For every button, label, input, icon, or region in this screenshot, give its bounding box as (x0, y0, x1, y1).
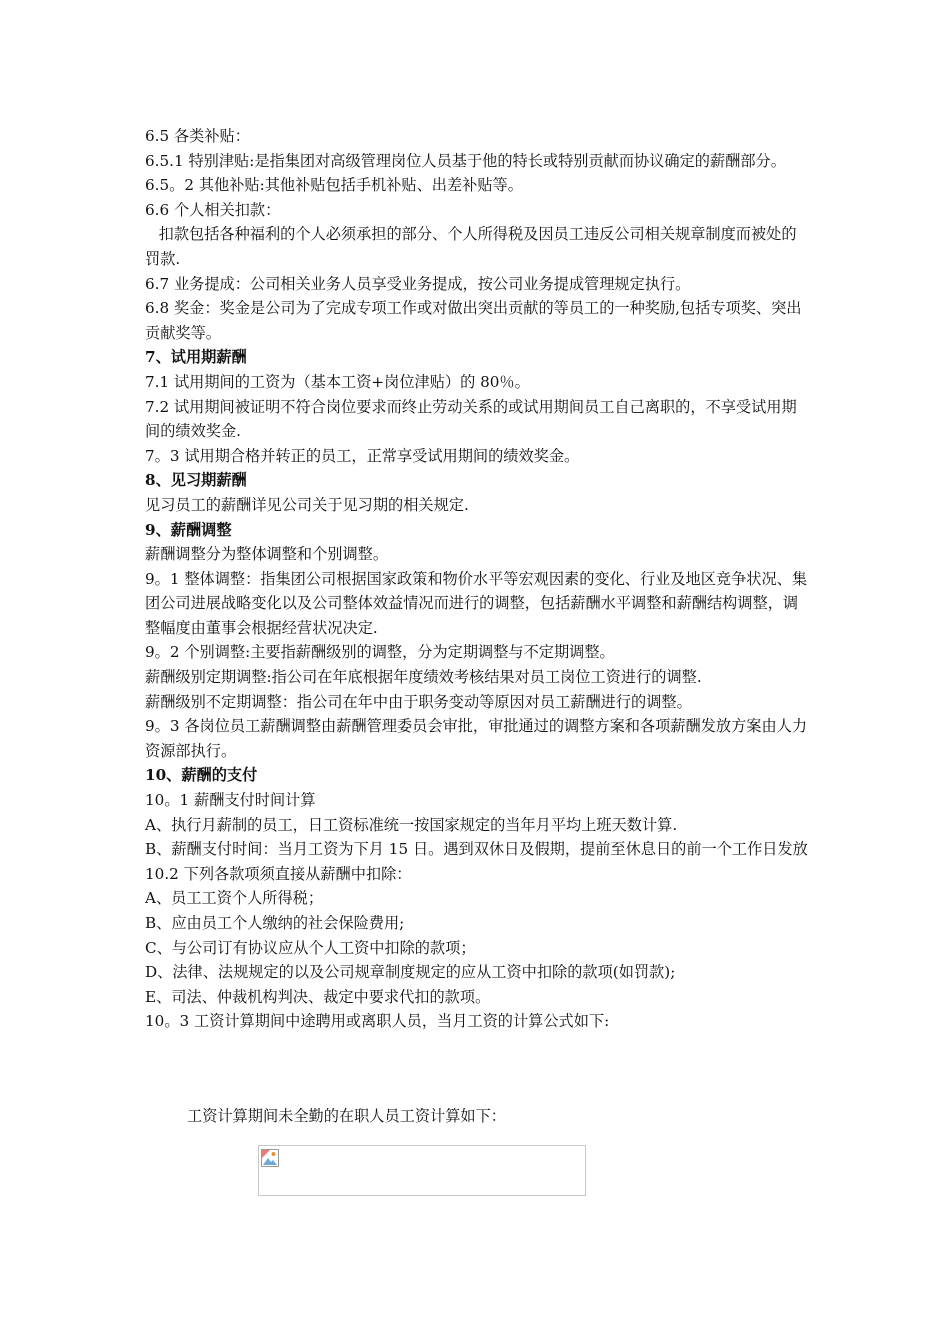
paragraph: 见习员工的薪酬详见公司关于见习期的相关规定. (145, 495, 469, 514)
paragraph: 6.8 奖金：奖金是公司为了完成专项工作或对做出突出贡献的等员工的一种奖励,包括专项奖、突出贡献奖等。 (145, 299, 802, 342)
paragraph: 薪酬调整分为整体调整和个别调整。 (145, 545, 388, 564)
section-heading: 9、薪酬调整 (145, 520, 232, 539)
formula-image-placeholder (258, 1145, 586, 1196)
section-heading: 8、见习期薪酬 (145, 471, 247, 490)
paragraph: 6.5.1 特别津贴:是指集团对高级管理岗位人员基于他的特长或特别贡献而协议确定的薪酬部分。 (145, 151, 786, 170)
paragraph: 薪酬级别不定期调整：指公司在年中由于职务变动等原因对员工薪酬进行的调整。 (145, 692, 692, 711)
paragraph: 10.2 下列各款项须直接从薪酬中扣除： (145, 864, 412, 883)
paragraph: 10。3 工资计算期间中途聘用或离职人员，当月工资的计算公式如下: (145, 1012, 610, 1031)
document-body (145, 124, 810, 1034)
paragraph: 6.5。2 其他补贴:其他补贴包括手机补贴、出差补贴等。 (145, 176, 523, 195)
paragraph: B、薪酬支付时间：当月工资为下月 15 日。遇到双休日及假期，提前至休息日的前一个工作日发放 (145, 840, 808, 859)
paragraph: 6.7 业务提成：公司相关业务人员享受业务提成，按公司业务提成管理规定执行。 (145, 274, 691, 293)
paragraph: 扣款包括各种福利的个人必须承担的部分、个人所得税及因员工违反公司相关规章制度而被处的罚款. (145, 225, 797, 268)
paragraph: 10。1 薪酬支付时间计算 (145, 791, 316, 810)
paragraph: 薪酬级别定期调整:指公司在年底根据年度绩效考核结果对员工岗位工资进行的调整. (145, 668, 702, 687)
paragraph: B、应由员工个人缴纳的社会保险费用; (145, 914, 405, 932)
formula-note: 工资计算期间未全勤的在职人员工资计算如下： (187, 1107, 506, 1125)
paragraph: D、法律、法规规定的以及公司规章制度规定的应从工资中扣除的款项(如罚款); (145, 963, 676, 982)
paragraph: 9。3 各岗位员工薪酬调整由薪酬管理委员会审批，审批通过的调整方案和各项薪酬发放方案由人力资源部执行。 (145, 717, 808, 760)
paragraph: 6.6 个人相关扣款： (145, 200, 281, 219)
section-heading: 10、薪酬的支付 (145, 766, 258, 785)
paragraph: A、执行月薪制的员工，日工资标准统一按国家规定的当年月平均上班天数计算. (145, 815, 678, 834)
paragraph: 7。3 试用期合格并转正的员工，正常享受试用期间的绩效奖金。 (145, 446, 580, 465)
paragraph: 9。2 个别调整:主要指薪酬级别的调整，分为定期调整与不定期调整。 (145, 643, 615, 662)
broken-image-icon (261, 1149, 279, 1167)
paragraph: A、员工工资个人所得税； (145, 889, 324, 908)
paragraph: 6.5 各类补贴： (145, 127, 250, 145)
paragraph: 9。1 整体调整：指集团公司根据国家政策和物价水平等宏观因素的变化、行业及地区竞争状况、集团公司进展战略变化以及公司整体效益情况而进行的调整，包括薪酬水平调整和薪酬结构调整，调整幅度由董事会根据经营状况决定. (145, 569, 808, 637)
paragraph: C、与公司订有协议应从个人工资中扣除的款项； (145, 938, 476, 957)
paragraph: E、司法、仲裁机构判决、裁定中要求代扣的款项。 (145, 987, 491, 1006)
paragraph: 7.2 试用期间被证明不符合岗位要求而终止劳动关系的或试用期间员工自己离职的，不享受试用期间的绩效奖金. (145, 397, 797, 441)
paragraph: 7.1 试用期间的工资为（基本工资+岗位津贴）的 80％。 (145, 372, 530, 391)
section-heading: 7、试用期薪酬 (145, 348, 247, 367)
